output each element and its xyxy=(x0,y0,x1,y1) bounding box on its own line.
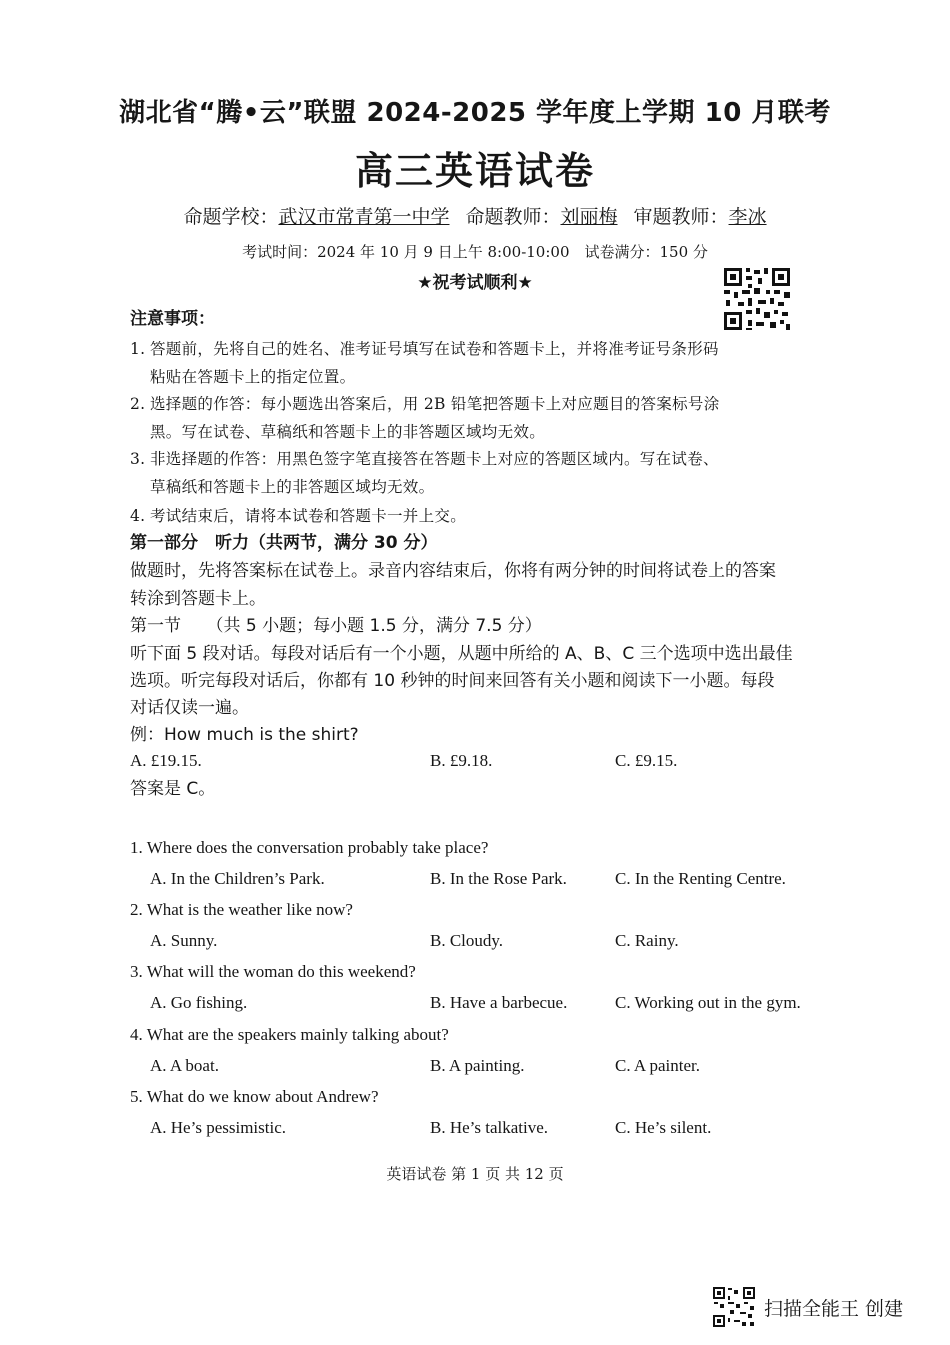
notes-title: 注意事项： xyxy=(130,309,215,329)
note-text-cont: 粘贴在答题卡上的指定位置。 xyxy=(150,367,356,386)
note-text: 答题前，先将自己的姓名、准考证号填写在试卷和答题卡上，并将准考证号条形码 xyxy=(150,340,719,358)
school-label: 命题学校： xyxy=(183,206,279,228)
note-item xyxy=(130,391,830,446)
school-name: 武汉市常青第一中学 xyxy=(278,206,450,228)
author-label: 命题教师： xyxy=(465,206,561,228)
question-3: 3. What will the woman do this weekend? xyxy=(130,962,416,981)
exam-title-line1: 湖北省“腾•云”联盟 2024-2025 学年度上学期 10 月联考 xyxy=(119,98,831,128)
example-option-a: A. £19.15. xyxy=(130,751,202,770)
question-2: 2. What is the weather like now? xyxy=(130,900,353,919)
question-4: 4. What are the speakers mainly talking about? xyxy=(130,1025,449,1044)
question-2-option-a: A. Sunny. xyxy=(150,931,218,950)
note-text: 考试结束后，请将本试卷和答题卡一并上交。 xyxy=(150,507,467,525)
scanner-watermark: 扫描全能王 创建 xyxy=(764,1298,904,1320)
note-item xyxy=(130,336,830,391)
example-answer: 答案是 C。 xyxy=(130,779,216,799)
example-question: 例：How much is the shirt? xyxy=(130,725,359,745)
reviewer-name: 李冰 xyxy=(728,206,767,228)
note-text-cont: 黑。写在试卷、草稿纸和答题卡上的非答题区域均无效。 xyxy=(150,422,546,441)
question-1-option-a: A. In the Children’s Park. xyxy=(150,869,325,888)
note-number: 2. xyxy=(130,395,146,413)
page-number: 英语试卷 第 1 页 共 12 页 xyxy=(386,1165,564,1183)
qr-code-icon xyxy=(722,266,792,332)
exam-info: 考试时间：2024 年 10 月 9 日上午 8:00-10:00 试卷满分：150 分 xyxy=(242,243,708,261)
question-2-option-b: B. Cloudy. xyxy=(430,931,504,950)
note-text-cont: 草稿纸和答题卡上的非答题区域均无效。 xyxy=(150,477,435,496)
question-4-option-b: B. A painting. xyxy=(430,1056,525,1075)
question-5-option-b: B. He’s talkative. xyxy=(430,1118,549,1137)
question-5-option-a: A. He’s pessimistic. xyxy=(150,1118,286,1137)
example-option-c: C. £9.15. xyxy=(615,751,678,770)
part1-intro-line2: 转涂到答题卡上。 xyxy=(130,589,266,609)
section1-instructions-line3: 对话仅读一遍。 xyxy=(130,698,249,718)
scanner-qr-icon xyxy=(712,1286,756,1328)
question-4-option-c: C. A painter. xyxy=(615,1056,700,1075)
reviewer-label: 审题教师： xyxy=(633,206,729,228)
example-option-b: B. £9.18. xyxy=(430,751,493,770)
part1-heading: 第一部分 听力（共两节，满分 30 分） xyxy=(130,533,438,553)
question-1-option-c: C. In the Renting Centre. xyxy=(615,869,786,888)
good-luck-banner: ★祝考试顺利★ xyxy=(417,273,533,293)
note-text: 非选择题的作答：用黑色签字笔直接答在答题卡上对应的答题区域内。写在试卷、 xyxy=(150,450,719,468)
question-5-option-c: C. He’s silent. xyxy=(615,1118,712,1137)
question-4-option-a: A. A boat. xyxy=(150,1056,219,1075)
question-3-option-c: C. Working out in the gym. xyxy=(615,993,801,1012)
question-2-option-c: C. Rainy. xyxy=(615,931,679,950)
question-3-option-b: B. Have a barbecue. xyxy=(430,993,568,1012)
question-1: 1. Where does the conversation probably take place? xyxy=(130,838,489,857)
note-number: 4. xyxy=(130,507,146,525)
question-5: 5. What do we know about Andrew? xyxy=(130,1087,379,1106)
section1-instructions-line2: 选项。听完每段对话后，你都有 10 秒钟的时间来回答有关小题和阅读下一小题。每段 xyxy=(130,671,775,691)
section1-instructions-line1: 听下面 5 段对话。每段对话后有一个小题，从题中所给的 A、B、C 三个选项中选出最佳 xyxy=(130,644,793,664)
question-1-option-b: B. In the Rose Park. xyxy=(430,869,567,888)
exam-title-line2: 高三英语试卷 xyxy=(354,149,595,193)
note-item xyxy=(130,503,830,531)
author-name: 刘丽梅 xyxy=(560,206,618,228)
question-3-option-a: A. Go fishing. xyxy=(150,993,248,1012)
note-number: 3. xyxy=(130,450,146,468)
note-item xyxy=(130,446,830,501)
part1-intro-line1: 做题时，先将答案标在试卷上。录音内容结束后，你将有两分钟的时间将试卷上的答案 xyxy=(130,561,776,581)
exam-authors xyxy=(0,202,950,229)
section1-heading: 第一节 （共 5 小题；每小题 1.5 分，满分 7.5 分） xyxy=(130,616,542,636)
note-text: 选择题的作答：每小题选出答案后，用 2B 铅笔把答题卡上对应题目的答案标号涂 xyxy=(150,395,720,413)
note-number: 1. xyxy=(130,340,146,358)
